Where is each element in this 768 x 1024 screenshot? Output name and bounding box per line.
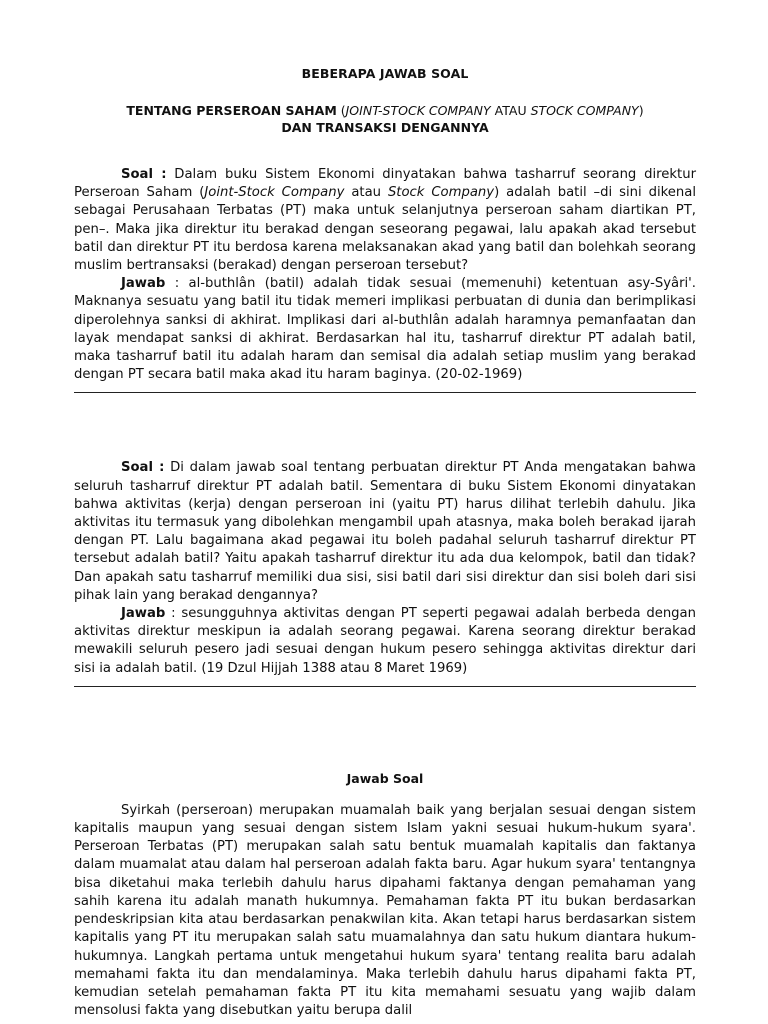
subtitle-open-paren: ( [336, 103, 346, 118]
subtitle-line-2: DAN TRANSAKSI DENGANNYA [281, 120, 489, 135]
subtitle-close-paren: ) [638, 103, 644, 118]
soal-label: Soal : [121, 167, 167, 182]
subtitle-connector: ATAU [490, 103, 531, 118]
answer-paragraph-1 [74, 275, 696, 384]
question-text-part: ) adalah batil –di sini dikenal sebagai Perusahaan Terbatas (PT) maka untuk selanjutnya perseroan saham diartikan PT, pen–. Maka jika direktur itu berakad dengan seseorang pegawai, lalu apakah akad tersebut batil dan direktur PT itu berdosa karena melaksanakan akad yang batil dan bolehkah seorang muslim bertransaksi (berakad) dengan perseroan tersebut? [74, 185, 696, 274]
answer-paragraph-2 [74, 605, 696, 678]
answer-text: : al-buthlân (batil) adalah tidak sesuai (memenuhi) ketentuan asy-Syâri'. Maknanya sesuatu yang batil itu tidak memeri implikasi perbuatan di dunia dan berimplikasi diperolehnya sanksi di akhirat. Implikasi dari al-buthlân adalah haramnya pemanfaatan dan layak mendapat sanksi di akhirat. Berdasarkan hal itu, tasharruf direktur PT adalah batil, maka tasharruf batil itu adalah haram dan semisal dia adalah setiap muslim yang berakad dengan PT secara batil maka akad itu haram baginya. (20-02-1969) [74, 276, 696, 383]
soal-label: Soal : [121, 460, 165, 476]
jawab-soal-section [74, 771, 696, 1020]
jawab-label: Jawab [121, 276, 166, 292]
document-subtitle [74, 102, 696, 136]
question-text-part: Dalam buku Sistem Ekonomi dinyatakan bahwa tasharruf seorang direktur Perseroan Saham ( [74, 167, 696, 201]
question-paragraph-1 [74, 166, 696, 275]
question-text: Di dalam jawab soal tentang perbuatan direktur PT Anda mengatakan bahwa seluruh tasharruf direktur PT adalah batil. Sementara di buku Sistem Ekonomi dinyatakan bahwa aktivitas (kerja) dengan perseroan ini (yaitu PT) harus dilihat terlebih dahulu. Jika aktivitas itu termasuk yang dibolehkan mengambil upah atasnya, maka boleh berakad ijarah dengan PT. Lalu bagaimana akad pegawai itu boleh padahal seluruh tasharruf direktur PT tersebut adalah batil? Yaitu apakah tasharruf direktur itu ada dua kelompok, batil dan tidak? Dan apakah satu tasharruf memiliki dua sisi, sisi batil dari sisi direktur dan sisi boleh dari sisi pihak lain yang berakad dengannya? [74, 460, 697, 603]
document-title: BEBERAPA JAWAB SOAL [301, 66, 469, 81]
subtitle-bold-part: TENTANG PERSEROAN SAHAM [126, 103, 337, 118]
section-paragraph: Syirkah (perseroan) merupakan muamalah baik yang berjalan sesuai dengan sistem kapitalis maupun yang sesuai dengan sistem Islam yakni sesuai hukum-hukum syara'. Perseroan Terbatas (PT) merupakan salah satu bentuk muamalah kapitalis dan faktanya dalam muamalat atau dalam hal perseroan adalah fakta baru. Agar hukum syara' tentangnya bisa diketahui maka terlebih dahulu harus dipahami faktanya dengan pemahaman yang sahih karena itu adalah manath hukumnya. Pemahaman fakta PT itu bukan berdasarkan pendeskripsian kita atau berdasarkan penakwilan kita. Akan tetapi harus berdasarkan sistem kapitalis yang PT itu merupakan salah satu muamalahnya dan satu hukum diantara hukum-hukumnya. Langkah pertama untuk mengetahui hukum syara' tentang realita baru adalah memahami fakta itu dan mendalaminya. Maka terlebih dahulu harus dipahami fakta PT, kemudian setelah pemahaman fakta PT itu kita memahami sesuatu yang wajib dalam mensolusi fakta yang disebutkan yaitu berupa dalil [74, 802, 696, 1019]
question-text-part: atau [344, 185, 388, 201]
subtitle-italic-1: JOINT-STOCK COMPANY [345, 103, 491, 118]
jawab-label: Jawab [121, 606, 166, 622]
question-paragraph-2 [74, 459, 696, 605]
qa-block-2 [74, 459, 696, 686]
subtitle-italic-2: STOCK COMPANY [530, 103, 639, 118]
question-italic-term: Joint-Stock Company [204, 185, 345, 201]
question-italic-term: Stock Company [387, 185, 495, 201]
answer-text: : sesungguhnya aktivitas dengan PT seperti pegawai adalah berbeda dengan aktivitas direktur meskipun ia adalah seorang pegawai. Karena seorang direktur berakad mewakili seluruh pesero jadi sesuai dengan hukum pesero sehingga aktivitas direktur dari sisi ia adalah batil. (19 Dzul Hijjah 1388 atau 8 Maret 1969) [74, 606, 696, 676]
qa-block-1 [74, 166, 696, 393]
section-heading: Jawab Soal [346, 770, 424, 786]
